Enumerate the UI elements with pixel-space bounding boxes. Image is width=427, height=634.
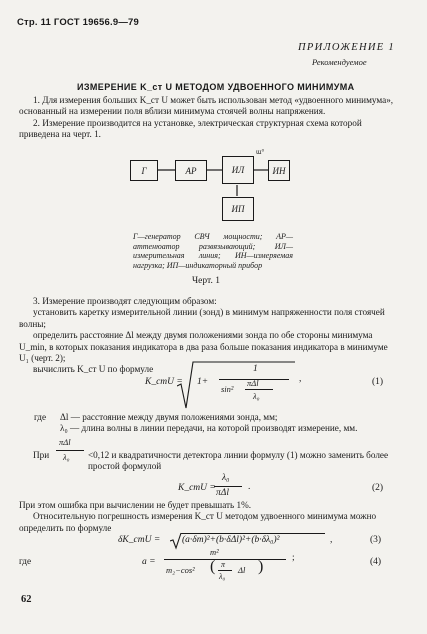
steps-intro: 3. Измерение производят следующим образом: [33,296,217,306]
f4-inner-bar [218,570,232,571]
diagram-mark: ɯ° [256,148,265,156]
f1-one-plus: 1+ [197,377,209,387]
f4-semicolon: ; [292,553,295,563]
relative-error-text: Относительную погрешность измерения K_ст U методом удвоенного минимума можно определить по формуле [19,511,377,533]
f3-radical-bar [181,533,325,534]
appendix-subtitle: Рекомендуемое [312,57,367,67]
diagram-legend: Г—генератор СВЧ мощности; АР—аттенюатор развязывающий; ИЛ—измерительная линия; ИН—измеряемая нагрузка; ИП—индикаторный прибор [133,232,293,270]
f1-numerator: 1 [253,364,258,374]
block-load: ИН [268,160,290,181]
where-definitions [60,412,400,435]
f2-number: (2) [372,483,384,493]
step-3: вычислить K_ст U по формуле [33,364,154,375]
f4-den-left: m₂−cos² [166,565,195,575]
section-title: ИЗМЕРЕНИЕ K_ст U МЕТОДОМ УДВОЕННОГО МИНИМУМА [77,82,355,92]
f3-comma: , [330,535,333,545]
f4-lambda: λ₀ [219,572,226,581]
f4-dl: Δl [238,565,246,575]
figure-caption: Черт. 1 [192,276,220,286]
f1-comma: , [299,374,302,384]
running-header: Стр. 11 ГОСТ 19656.9—79 [17,17,140,28]
f1-number: (1) [372,377,384,387]
f1-pi-dl: πΔl [247,378,259,388]
formula-4 [142,548,398,588]
formula-2 [178,473,398,503]
block-indicator: ИП [222,197,254,221]
where-label: где [34,412,47,422]
condition-rest: <0,12 и квадратичности детектора линии формулу (1) можно заменить более простой формулой [88,450,389,472]
f3-lhs: δK_стU = [118,535,161,545]
f1-inner-bar [245,389,273,390]
f4-lparen: ( [210,558,216,575]
cond-bar [56,450,84,451]
f4-rparen: ) [258,558,264,575]
f4-number: (4) [370,557,382,567]
f1-lambda: λ₀ [253,391,260,401]
error-block [19,500,395,534]
block-measuring-line: ИЛ [222,156,254,184]
condition-text [88,450,398,473]
f3-number: (3) [370,535,382,545]
f1-radical [177,360,295,412]
f4-num: m² [210,547,219,557]
block-diagram [130,148,290,232]
intro-paragraphs [19,95,395,141]
f2-den: πΔl [216,488,229,498]
f2-num: λ₀ [222,473,230,483]
cond-num: πΔl [59,437,71,447]
f1-sin: sin² [221,384,234,394]
block-attenuator: АР [175,160,207,181]
page-number: 62 [21,594,32,605]
f1-lhs: K_стU = [145,377,183,387]
cond-den: λ₀ [63,452,70,462]
formula-1 [145,360,405,412]
appendix-title: ПРИЛОЖЕНИЕ 1 [298,42,395,53]
f3-expr: (a·δm)²+(b·δΔl)²+(b·δλ₀)² [182,535,280,545]
f2-period: . [248,482,251,492]
f4-where: где [19,556,32,566]
condition-pri: При [33,450,50,460]
f4-lhs: a = [142,557,156,567]
error-note: При этом ошибка при вычислении не будет превышать 1%. [19,500,252,510]
def-lambda0: λ₀ — длина волны в линии передачи, на которой производят измерение, мм. [60,423,358,434]
block-generator: Г [130,160,158,181]
f4-pi: π [221,560,226,569]
paragraph-1: 1. Для измерения больших K_ст U может быть использован метод «удвоенного минимума», основанный на измерении поля вблизи минимума стоячей волны напряжения. [19,95,394,117]
step-2: определить расстояние Δl между двумя положениями зонда по обе стороны минимума U_min, в которых показания индикатора в два раза больше показания индикатора в минимуме U₁ (черт. 2); [19,330,388,364]
def-delta-l: Δl — расстояние между двумя положениями зонда, мм; [60,412,278,422]
f2-bar [214,486,242,487]
step-1: установить каретку измерительной линии (зонд) в минимум напряженности поля стоячей волны; [19,307,385,329]
paragraph-2: 2. Измерение производится на установке, электрическая структурная схема которой приведена на черт. 1. [19,117,362,140]
f2-lhs: K_стU = [178,483,216,493]
